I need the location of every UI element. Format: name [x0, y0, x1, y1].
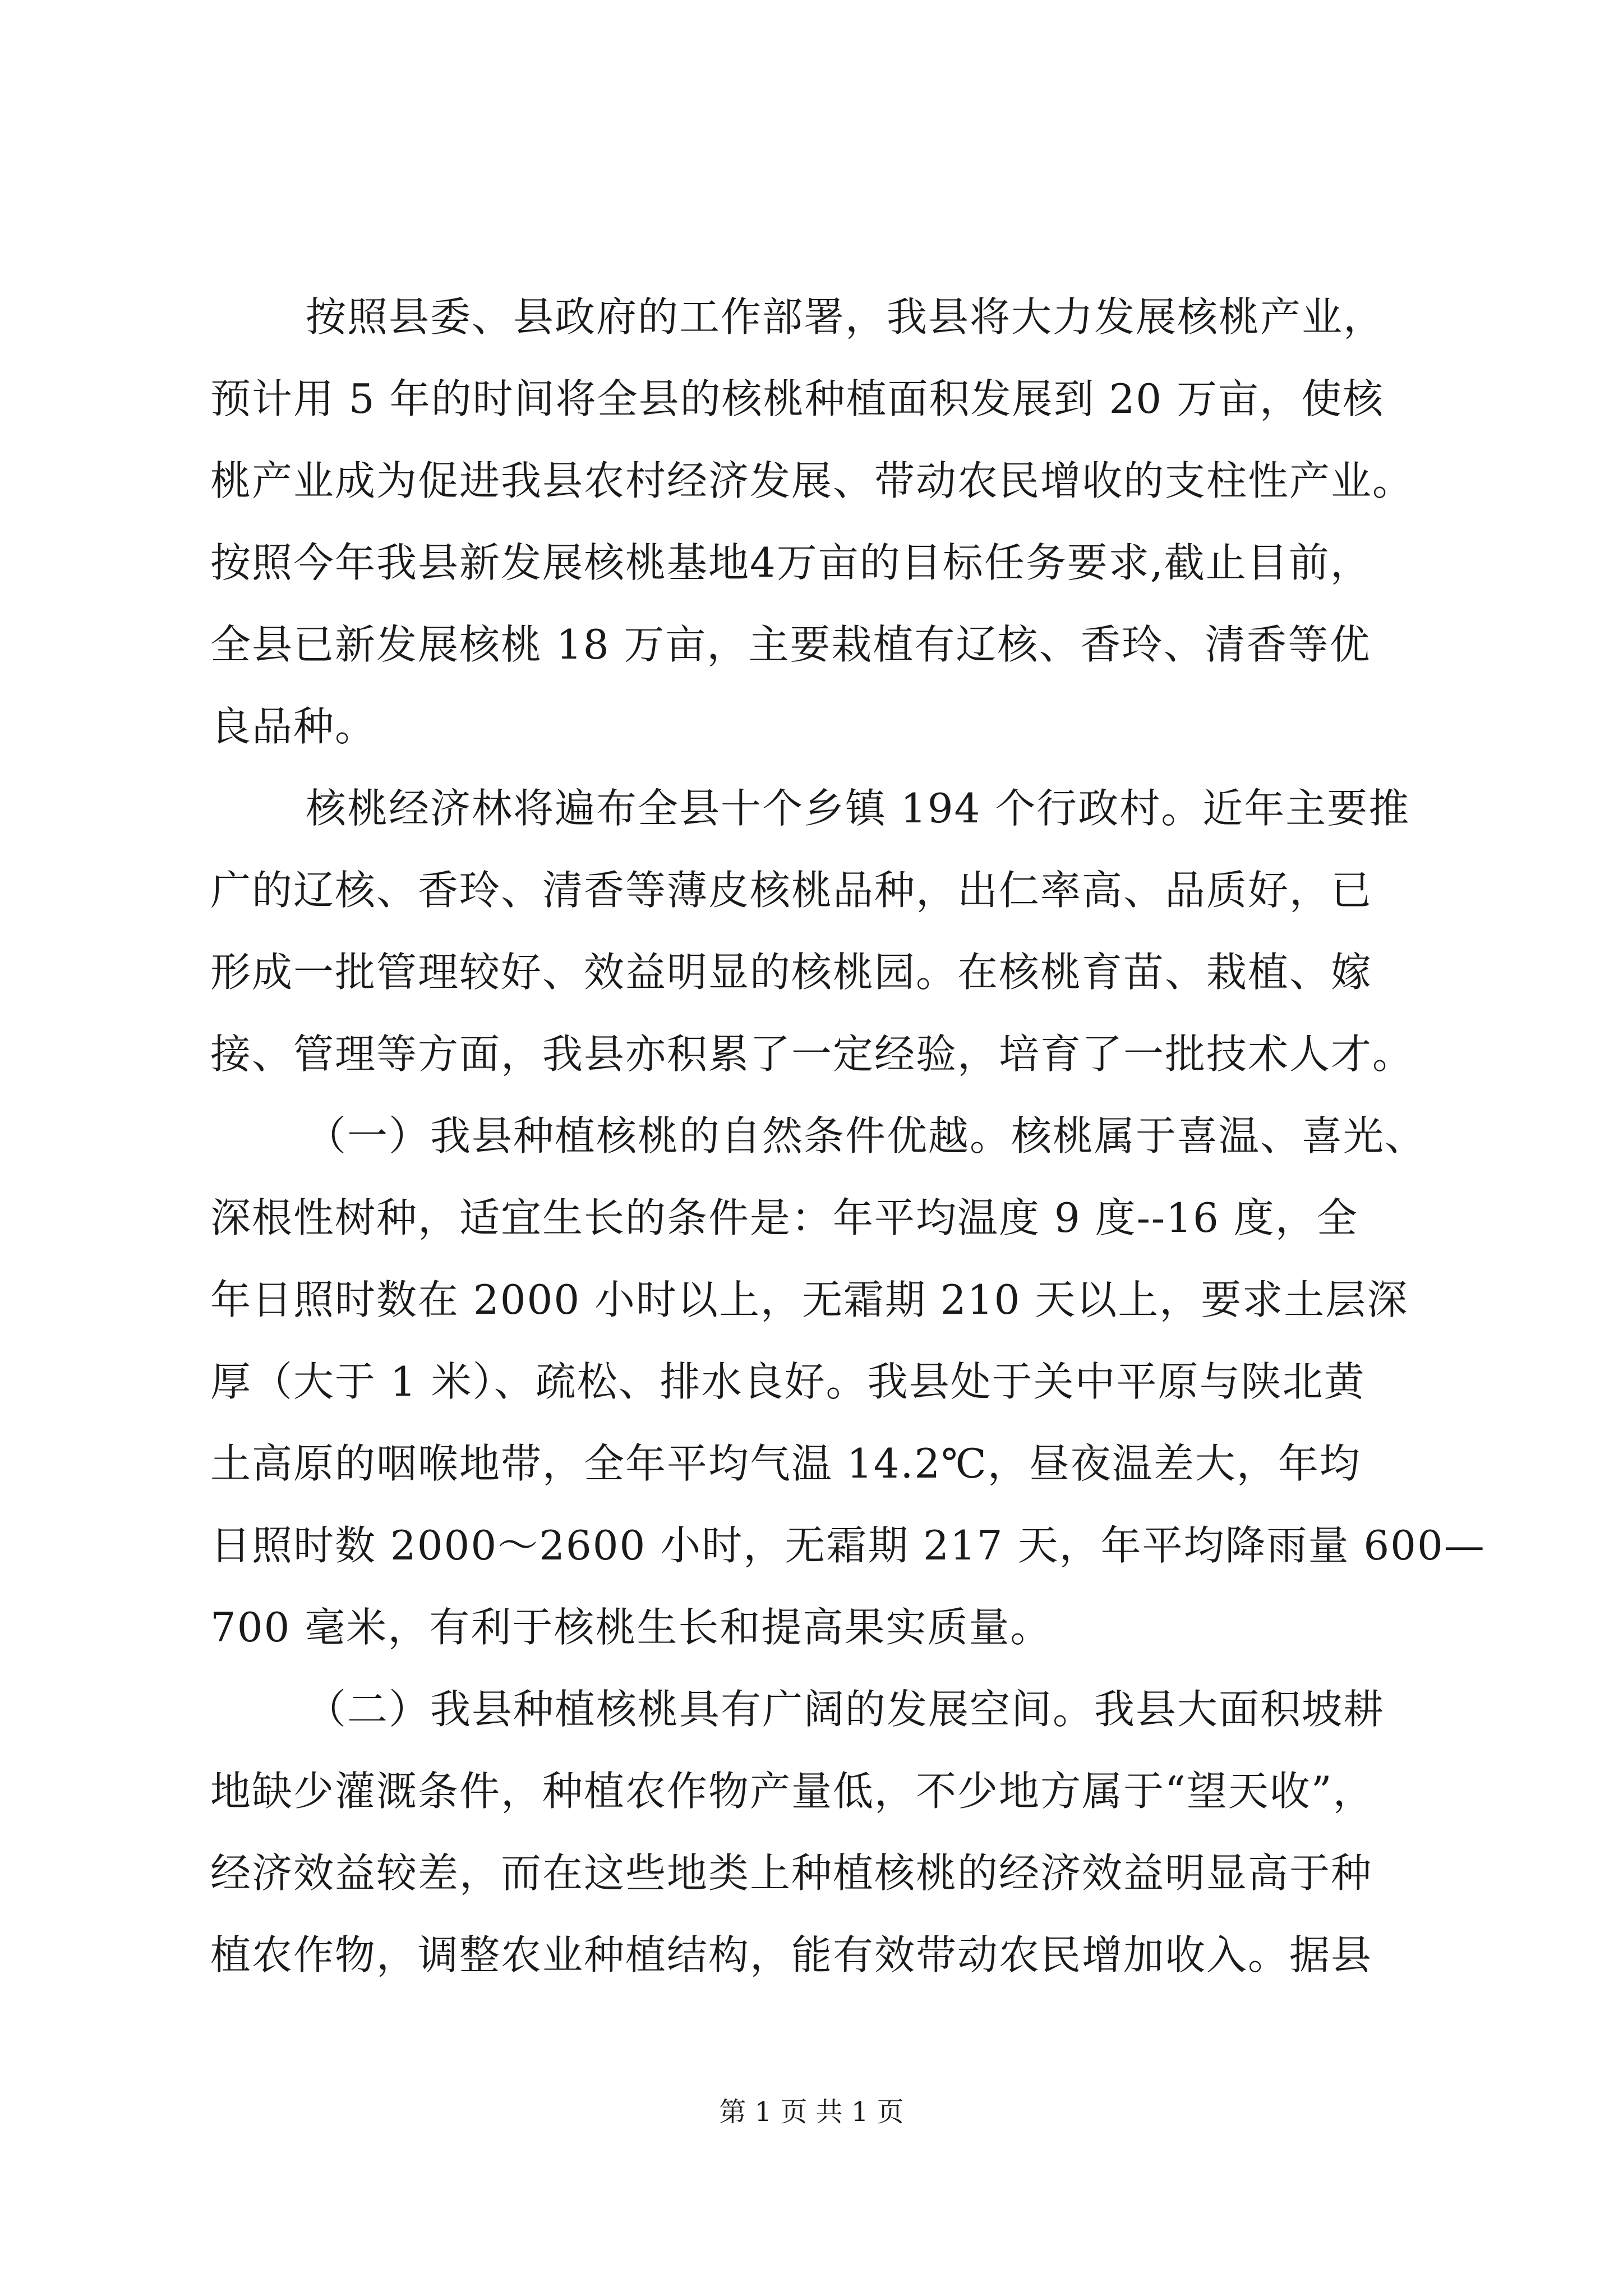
paragraph-2-line-4: 接、管理等方面，我县亦积累了一定经验，培育了一批技术人才。 — [210, 1030, 1414, 1078]
paragraph-3-line-2: 深根性树种，适宜生长的条件是：年平均温度 9 度--16 度，全 — [210, 1194, 1358, 1241]
paragraph-2-line-3: 形成一批管理较好、效益明显的核桃园。在核桃育苗、栽植、嫁 — [210, 949, 1373, 996]
paragraph-3-line-7: 700 毫米，有利于核桃生长和提高果实质量。 — [210, 1604, 1052, 1651]
paragraph-3-line-3: 年日照时数在 2000 小时以上，无霜期 210 天以上，要求土层深 — [210, 1276, 1409, 1323]
paragraph-1-line-1: 按照县委、县政府的工作部署，我县将大力发展核桃产业， — [306, 293, 1385, 341]
paragraph-3-line-1: （一）我县种植核桃的自然条件优越。核桃属于喜温、喜光、 — [306, 1112, 1427, 1159]
paragraph-1-line-4: 按照今年我县新发展核桃基地4万亩的目标任务要求,截止目前， — [210, 539, 1372, 586]
paragraph-4-line-3: 经济效益较差，而在这些地类上种植核桃的经济效益明显高于种 — [210, 1849, 1373, 1897]
paragraph-3-line-6: 日照时数 2000～2600 小时，无霜期 217 天，年平均降雨量 600— — [210, 1522, 1486, 1569]
document-body — [210, 276, 1486, 1996]
page-number-footer: 第 1 页 共 1 页 — [719, 2096, 904, 2128]
paragraph-3-line-5: 土高原的咽喉地带，全年平均气温 14.2℃，昼夜温差大，年均 — [210, 1440, 1361, 1487]
paragraph-3-line-4: 厚（大于 1 米）、疏松、排水良好。我县处于关中平原与陕北黄 — [210, 1358, 1366, 1405]
paragraph-4-line-4: 植农作物，调整农业种植结构，能有效带动农民增加收入。据县 — [210, 1931, 1373, 1978]
paragraph-2-line-2: 广的辽核、香玲、清香等薄皮核桃品种，出仁率高、品质好，已 — [210, 867, 1373, 914]
paragraph-2-line-1: 核桃经济林将遍布全县十个乡镇 194 个行政村。近年主要推 — [306, 785, 1410, 832]
paragraph-1-line-5: 全县已新发展核桃 18 万亩，主要栽植有辽核、香玲、清香等优 — [210, 621, 1371, 668]
paragraph-4-line-1: （二）我县种植核桃具有广阔的发展空间。我县大面积坡耕 — [306, 1686, 1385, 1733]
paragraph-1-line-6: 良品种。 — [210, 703, 377, 750]
paragraph-4-line-2: 地缺少灌溉条件，种植农作物产量低，不少地方属于“望天收”， — [210, 1768, 1375, 1815]
paragraph-1-line-2: 预计用 5 年的时间将全县的核桃种植面积发展到 20 万亩，使核 — [210, 375, 1384, 422]
paragraph-1-line-3: 桃产业成为促进我县农村经济发展、带动农民增收的支柱性产业。 — [210, 457, 1414, 504]
